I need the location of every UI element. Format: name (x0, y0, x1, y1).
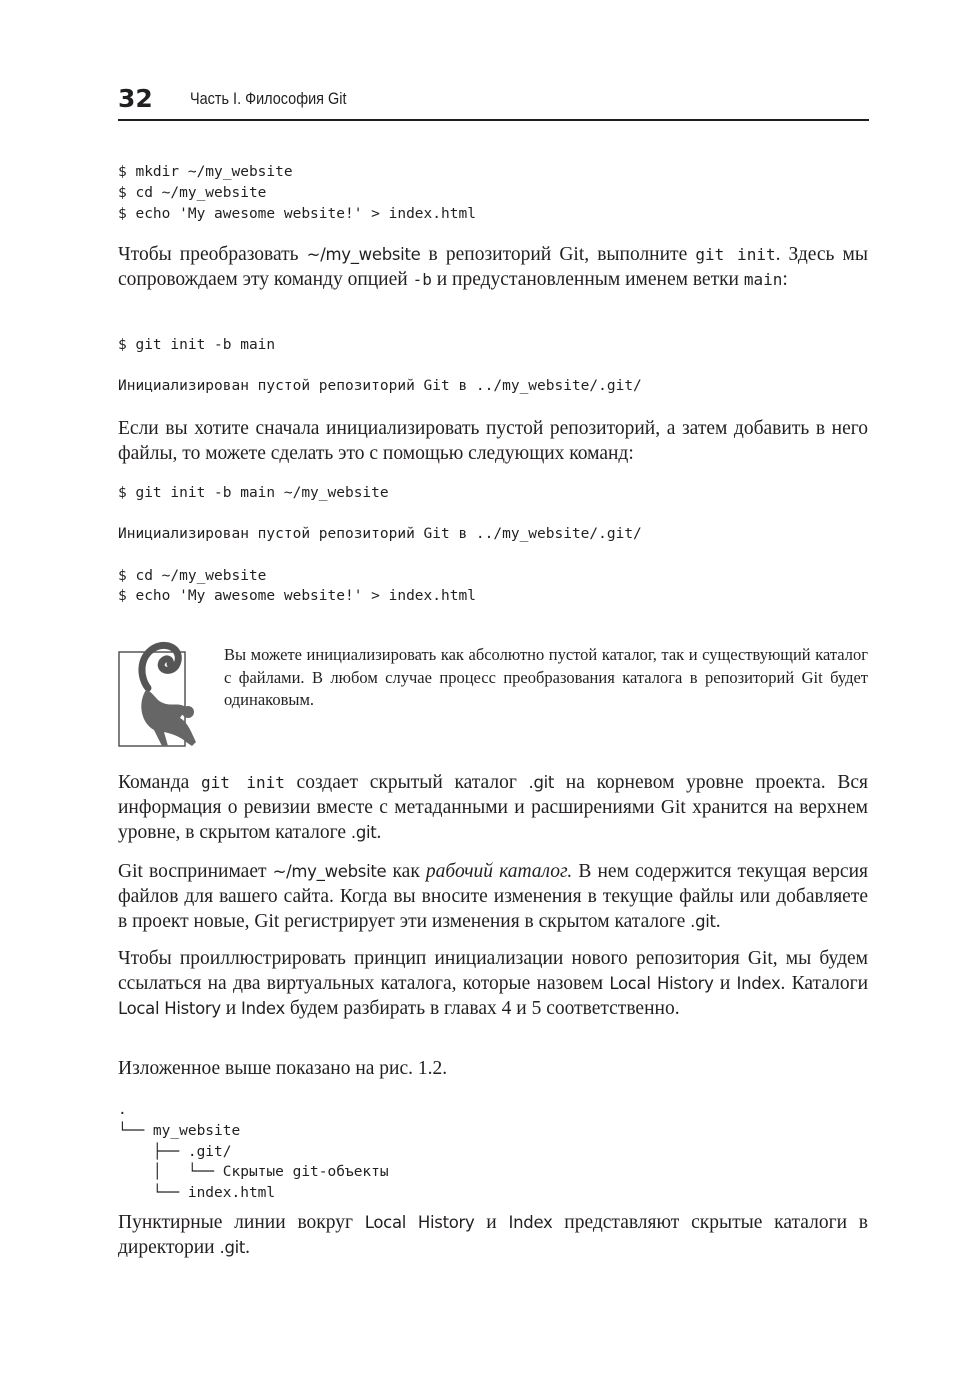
code-line: $ git init -b main ~/my_website (118, 485, 389, 501)
paragraph-git-init (118, 242, 868, 292)
text-run: как (386, 861, 426, 882)
running-header: Часть I. Философия Git (190, 89, 347, 108)
code-line: $ echo 'My awesome website!' > index.html (118, 588, 476, 605)
text-run: и (713, 973, 737, 994)
text-run: и предустановленным именем ветки (431, 269, 744, 290)
tree-line: │ └── Скрытые git-объекты (118, 1164, 389, 1181)
text-run: и (474, 1212, 509, 1233)
paragraph-virtual-dirs (118, 946, 868, 1021)
inline-code: git init (200, 773, 285, 792)
header-rule (118, 119, 869, 121)
inline-code: .git (528, 773, 555, 792)
page-number: 32 (118, 84, 153, 113)
tree-line: ├── .git/ (118, 1143, 232, 1160)
code-block-init-path (118, 483, 868, 607)
text-run: : (782, 269, 788, 290)
text-run: и (220, 998, 241, 1019)
inline-code: Local History (118, 999, 221, 1018)
inline-code: -b (412, 270, 432, 289)
text-run: . Каталоги (780, 973, 869, 994)
text-run: . (715, 911, 721, 932)
text-run: Git воспринимает (118, 861, 273, 882)
code-output: Инициализирован пустой репозиторий Git в ../my_website/.git/ (118, 377, 642, 394)
tree-line: └── index.html (118, 1185, 276, 1202)
text-run: представляют скрытые каталоги в директории (118, 1212, 869, 1258)
directory-tree (118, 1100, 868, 1204)
code-output: Инициализирован пустой репозиторий Git в ../my_website/.git/ (118, 525, 642, 542)
inline-code: ~/my_website (272, 862, 387, 881)
inline-code: Index (508, 1213, 553, 1232)
inline-code: Index (736, 974, 781, 993)
text-run: В нем содержится текущая версия файлов для вашего сайта. Когда вы вносите изменения в текущие файлы или добавляете в проект новые, Git регистрирует эти изменения в скрытом каталоге (118, 861, 868, 932)
text-run: Чтобы проиллюстрировать принцип инициализации нового репозитория Git, мы будем ссылаться на два виртуальных каталога, которые назовем (118, 948, 868, 994)
text-run: . Здесь мы сопровождаем эту команду опцией (118, 244, 868, 290)
code-line: $ mkdir ~/my_website (118, 164, 293, 180)
code-block-setup (118, 162, 868, 224)
code-line: $ echo 'My awesome website!' > index.html (118, 205, 476, 222)
text-run: Изложенное выше показано на рис. 1.2. (118, 1058, 448, 1079)
code-line: $ cd ~/my_website (118, 184, 267, 201)
text-run: в репозиторий Git, выполните (420, 244, 696, 265)
inline-code: .git (219, 1238, 246, 1257)
paragraph-git-dir (118, 770, 868, 845)
inline-code: Local History (364, 1213, 475, 1232)
text-run: Чтобы преобразовать (118, 244, 307, 265)
text-run: . (376, 822, 382, 843)
tree-line: └── my_website (118, 1122, 241, 1139)
paragraph-empty-repo (118, 416, 868, 466)
emphasis: рабочий каталог. (425, 861, 573, 882)
tree-line: . (118, 1102, 127, 1118)
text-run: на корневом уровне проекта. Вся информация о ревизии вместе с метаданными и расширениями Git хранится на верхнем уровне, в скрытом каталоге (118, 772, 868, 843)
text-run: будем разбирать в главах 4 и 5 соответственно. (284, 998, 680, 1019)
text-run: Команда (118, 772, 201, 793)
inline-code: git init (695, 245, 776, 264)
paragraph-dotted-lines (118, 1210, 868, 1260)
lemur-tip-icon (118, 638, 198, 750)
inline-code: main (743, 270, 783, 289)
text-run: создает скрытый каталог (284, 772, 529, 793)
inline-code: Local History (609, 974, 714, 993)
text-run: . (245, 1237, 250, 1258)
inline-code: .git (350, 823, 377, 842)
inline-code: ~/my_website (306, 245, 421, 264)
text-run: Пунктирные линии вокруг (118, 1212, 365, 1233)
paragraph-working-dir (118, 859, 868, 934)
tip-note: Вы можете инициализировать как абсолютно пустой каталог, так и существующий каталог с файлами. В любом случае процесс преобразования каталога в репозиторий Git будет одинаковым. (224, 645, 868, 709)
code-line: $ git init -b main (118, 337, 276, 353)
code-block-git-init (118, 335, 868, 397)
code-line: $ cd ~/my_website (118, 567, 267, 584)
text-run: Если вы хотите сначала инициализировать пустой репозиторий, а затем добавить в него файлы, то можете сделать это с помощью следующих команд: (118, 418, 868, 464)
paragraph-figure-ref (118, 1056, 868, 1081)
inline-code: .git (690, 912, 716, 931)
inline-code: Index (241, 999, 285, 1018)
